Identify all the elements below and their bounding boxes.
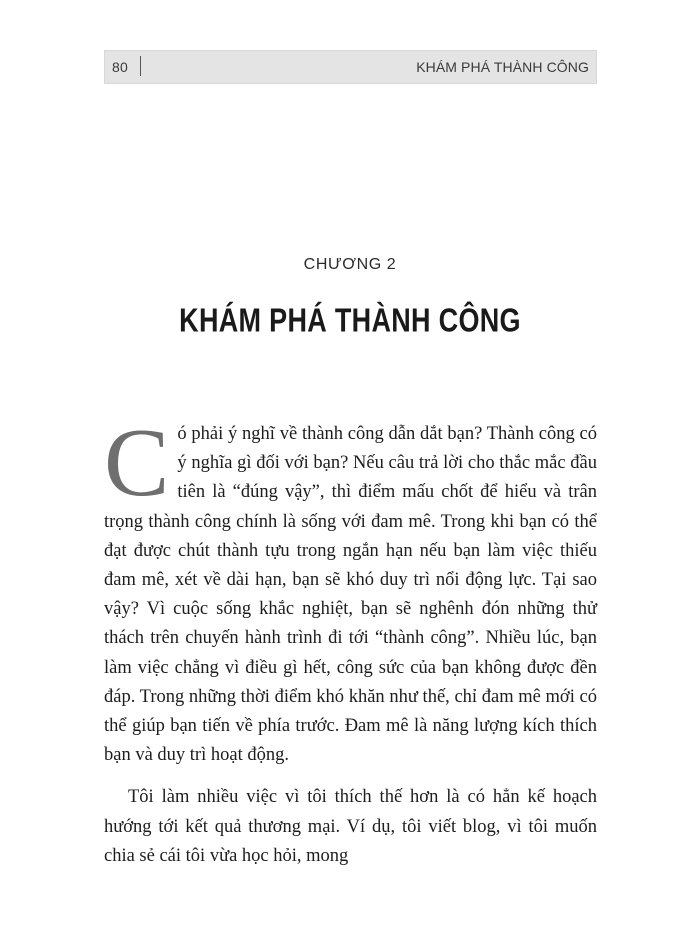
- running-header: [104, 50, 597, 84]
- chapter-label: CHƯƠNG 2: [303, 256, 397, 273]
- paragraph-2: Tôi làm nhiều việc vì tôi thích thế hơn là có hẳn kế hoạch hướng tới kết quả thương mại. Ví dụ, tôi viết blog, vì tôi muốn chia sẻ cái tôi vừa học hỏi, mong: [104, 787, 597, 866]
- paragraph-1: [104, 409, 597, 770]
- header-divider: [140, 56, 141, 76]
- body-text: [104, 409, 597, 871]
- page-number: 80: [112, 59, 128, 75]
- paragraph-1-text: ó phải ý nghĩ về thành công dẫn dắt bạn? Thành công có ý nghĩa gì đối với bạn? Nếu câu trả lời cho thắc mắc đầu tiên là “đúng vậy”, thì điểm mấu chốt để hiểu và trân trọng thành công chính là sống với đam mê. Trong khi bạn có thể đạt được chút thành tựu trong ngắn hạn nếu bạn làm việc thiếu đam mê, xét về dài hạn, bạn sẽ khó duy trì nổi động lực. Tại sao vậy? Vì cuộc sống khắc nghiệt, bạn sẽ nghênh đón những thử thách trên chuyến hành trình đi tới “thành công”. Nhiều lúc, bạn làm việc chẳng vì điều gì hết, công sức của bạn không được đền đáp. Trong những thời điểm khó khăn như thế, chỉ đam mê mới có thể giúp bạn tiến về phía trước. Đam mê là năng lượng kích thích bạn và duy trì hoạt động.: [104, 424, 597, 766]
- chapter-title: KHÁM PHÁ THÀNH CÔNG: [179, 302, 521, 339]
- running-title: KHÁM PHÁ THÀNH CÔNG: [416, 59, 589, 75]
- drop-cap: C: [104, 409, 170, 517]
